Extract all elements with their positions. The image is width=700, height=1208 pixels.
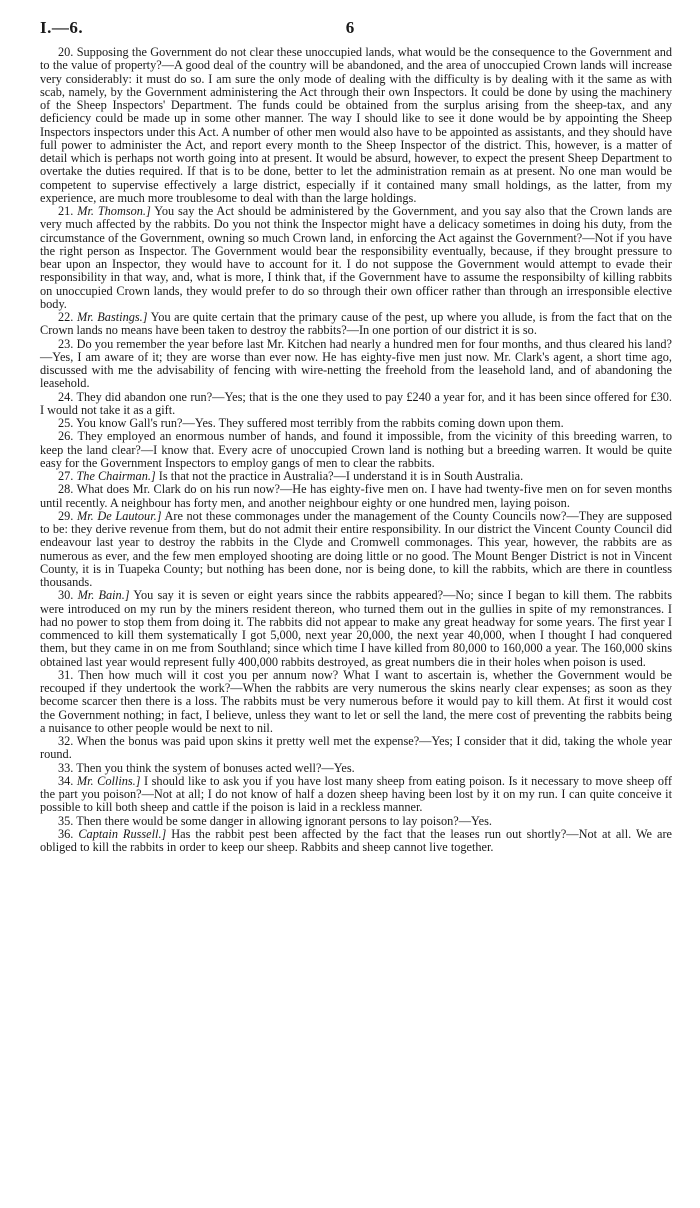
question-paragraph <box>40 430 672 470</box>
question-paragraph <box>40 338 672 391</box>
speaker-name: Mr. De Lautour.] <box>77 508 162 523</box>
question-number: 28. <box>58 482 74 497</box>
speaker-name: Mr. Bastings.] <box>76 310 148 324</box>
speaker-name: The Chairman.] <box>76 469 156 483</box>
question-text: What does Mr. Clark do on his run now?—He has eighty-five men on. I have had twenty-five men on for seven months until recently. A neighbour has forty men, and another neighbour eighty or one hundred men, laying poison. <box>40 482 672 510</box>
question-paragraph <box>40 815 672 828</box>
question-text: They employed an enormous number of hands, and found it impossible, from the vicinity of this breeding warren, to keep the land clear?—I know that. Every acre of unoccupied Crown land is nothing but a breeding warren. It would be quite easy for the Government Inspectors to employ gangs of men to clear the rabbits. <box>40 429 672 470</box>
question-number: 26. <box>58 429 74 444</box>
question-text: I should like to ask you if you have lost many sheep from eating poison. Is it necessary to move sheep off the part you poison?—Not at all; I do not know of half a dozen sheep having been lost by it on my run. I can quite conceive it possible to kill both sheep and cattle if the poison is laid in a reckless manner. <box>40 773 672 815</box>
question-text: Are not these commonages under the management of the County Councils now?—They are supposed to be: they derive revenue from them, but do not admit their entire responsibility. In our district the Vincent County Council did endeavour last year to destroy the rabbits in the Clyde and Cromwell commonages. This year, however, the rabbits are as numerous as ever, and the few men employed shooting are doing little or no good. The Mount Benger District is not in Vincent County, it is in Tuapeka County; but nothing has been done, nor is being done, to kill the rabbits, which are there in countless thousands. <box>40 508 673 589</box>
question-number: 21. <box>58 204 74 218</box>
question-text: Is that not the practice in Australia?—I understand it is in South Australia. <box>158 469 524 483</box>
question-number: 35. <box>58 813 74 828</box>
speaker-name: Mr. Bain.] <box>77 588 130 603</box>
question-text: Then you think the system of bonuses acted well?—Yes. <box>76 760 355 775</box>
question-paragraph <box>40 205 672 311</box>
document-body <box>40 46 672 854</box>
question-number: 23. <box>58 336 74 351</box>
speaker-name: Captain Russell.] <box>78 826 167 841</box>
question-text: You are quite certain that the primary cause of the pest, up where you allude, is from the fact that on the Crown lands no means have been taken to destroy the rabbits?—In one portion of our district it is so. <box>40 310 672 338</box>
question-number: 24. <box>58 389 74 404</box>
question-number: 20. <box>58 45 74 59</box>
question-number: 31. <box>58 667 74 682</box>
speaker-name: Mr. Collins.] <box>76 773 141 788</box>
page-header <box>40 18 660 42</box>
question-text: They did abandon one run?—Yes; that is the one they used to pay £240 a year for, and it has been since offered for £30. I would not take it as a gift. <box>40 389 672 417</box>
page-number: 6 <box>345 18 355 37</box>
question-paragraph <box>40 775 672 815</box>
question-paragraph <box>40 417 672 430</box>
question-text: Then how much will it cost you per annum now? What I want to ascertain is, whether the Government would be recouped if they undertook the work?—When the rabbits are very numerous the skins nearly clear expenses; as soon as they become scarcer then there is a loss. The rabbits must be very numerous before it would pay to kill them. At first it would cost the Government nothing; in fact, I believe, unless they want to let or sell the land, the mere cost of preventing the rabbits being a nuisance to other people would be next to nil. <box>40 667 672 735</box>
question-text: You know Gall's run?—Yes. They suffered most terribly from the rabbits coming down upon them. <box>76 416 564 430</box>
question-paragraph <box>40 391 672 418</box>
question-text: Supposing the Government do not clear these unoccupied lands, what would be the consequence to the Government and to the value of property?—A good deal of the country will be abandoned, and the area of unoccupied Crown lands will increase very considerably: it must do so. I am sure the only mode of dealing with the difficulty is by dealing with it the same as with scab, namely, by the Government administering the Act through their own Inspectors. It could be done by using the machinery of the Sheep Inspectors' Department. The funds could be obtained from the surplus arising from the sheep-tax, and any deficiency could be made up in some other manner. The way I should like to see it done would be by appointing the Sheep Inspectors inspectors under this Act. A number of other men would also have to be appointed as assistants, and they should have full power to administer the Act, and report every month to the Sheep Inspector of the district. This, however, is a matter of detail which is perhaps not worth going into at present. It would be absurd, however, to expect the present Sheep Department to overtake the duties required. If that is to be done, better to let the administration remain as at present. No one man would be competent to supervise effectively a large district, especially if it contained many small holdings, as the latter, from my experience, are much more troublesome to deal with than the large holdings. <box>40 45 672 205</box>
question-text: Do you remember the year before last Mr. Kitchen had nearly a hundred men for four months, and thus cleared his land?—Yes, I am aware of it; they are worse than ever now. He has eighty-five men just now. Mr. Clark's agent, a short time ago, discussed with me the advisability of fencing with wire-netting the freehold from the leasehold land, and of abandoning the leasehold. <box>40 336 672 391</box>
question-number: 36. <box>58 826 74 841</box>
document-reference: I.—6. <box>40 18 84 37</box>
question-text: When the bonus was paid upon skins it pretty well met the expense?—Yes; I consider that it did, taking the whole year round. <box>40 734 672 762</box>
question-text: Has the rabbit pest been affected by the fact that the leases run out shortly?—Not at all. We are obliged to kill the rabbits in order to keep our sheep. Rabbits and sheep cannot live together. <box>40 826 672 854</box>
question-number: 29. <box>58 508 74 523</box>
question-number: 25. <box>58 416 74 430</box>
question-number: 33. <box>58 760 74 775</box>
question-paragraph <box>40 762 672 775</box>
question-paragraph <box>40 510 672 590</box>
question-number: 27. <box>58 469 74 483</box>
question-paragraph <box>40 828 672 855</box>
question-text: You say it is seven or eight years since the rabbits appeared?—No; since I began to kill them. The rabbits were introduced on my run by the miners resident thereon, who turned them out in the gullies in spite of my remonstrances. I had no power to stop them from doing it. The rabbits did not appear to make any great headway for some years. The first year I commenced to kill them systematically I got 5,000, next year 20,000, the next year 40,000, when I thought I had conquered them, but they came in on me from Southland; since which time I have killed from 80,000 to 160,000 a year. The 160,000 skins obtained last year would represent fully 400,000 rabbits destroyed, as great numbers die in their holes when poison is used. <box>40 588 672 669</box>
question-paragraph <box>40 46 672 205</box>
question-text: You say the Act should be administered by the Government, and you say also that the Crown lands are very much affected by the rabbits. Do you not think the Inspector might have a delicacy sometimes in doing his duty, from the circumstance of the Government, owning so much Crown land, in enforcing the Act against the Government?—Not if you have the right person as Inspector. The Government would bear the responsibility eventually, because, if they brought pressure to bear upon an Inspector, they would have to account for it. I do not suppose the Government would attempt to evade their responsibility in that way, and, what is more, I think that, if the Government have to assume the responsibilty of killing rabbits on unoccupied Crown lands, they would prefer to do so through their own officer rather than through an irresponsible elective body. <box>40 204 673 311</box>
question-paragraph <box>40 669 672 735</box>
question-number: 34. <box>58 773 74 788</box>
question-paragraph <box>40 589 672 669</box>
question-text: Then there would be some danger in allowing ignorant persons to lay poison?—Yes. <box>76 813 492 828</box>
question-paragraph <box>40 483 672 510</box>
question-number: 32. <box>58 734 74 748</box>
question-paragraph <box>40 311 672 338</box>
question-number: 30. <box>58 588 74 603</box>
question-number: 22. <box>58 310 74 324</box>
question-paragraph <box>40 470 672 483</box>
speaker-name: Mr. Thomson.] <box>77 204 151 218</box>
question-paragraph <box>40 735 672 762</box>
